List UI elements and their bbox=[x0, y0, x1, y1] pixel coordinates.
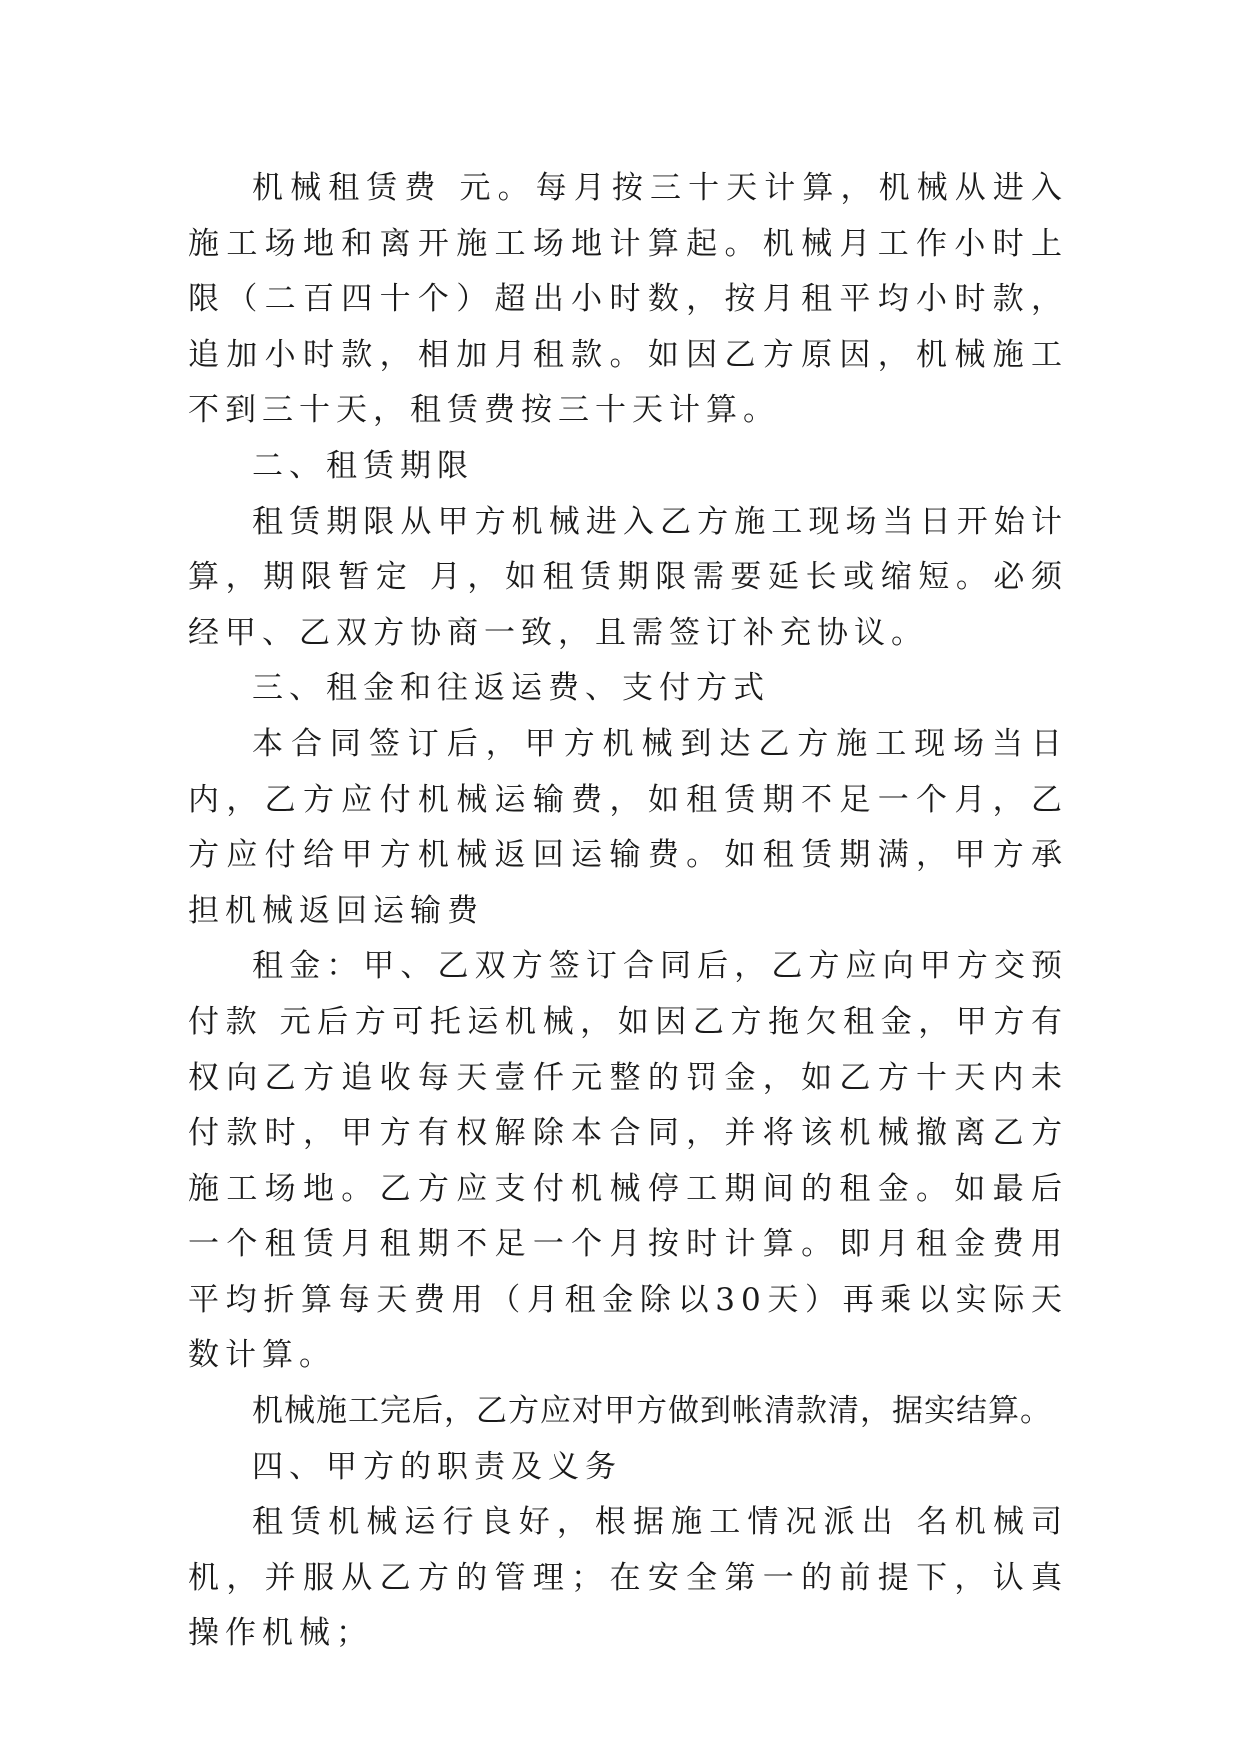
paragraph-rental-fee: 机械租赁费 元。每月按三十天计算，机械从进入施工场地和离开施工场地计算起。机械月工作小时上限（二百四十个）超出小时数，按月租平均小时款，追加小时款，相加月租款。如因乙方原因，机械施工不到三十天，租赁费按三十天计算。 bbox=[188, 170, 1068, 429]
paragraph-transport-fee: 本合同签订后，甲方机械到达乙方施工现场当日内，乙方应付机械运输费，如租赁期不足一个月，乙方应付给甲方机械返回运输费。如租赁期满，甲方承担机械返回运输费 bbox=[188, 725, 1068, 929]
paragraph-settlement: 机械施工完后，乙方应对甲方做到帐清款清，据实结算。 bbox=[252, 1393, 1052, 1430]
contract-body bbox=[188, 161, 1068, 1662]
heading-rental-period: 二、租赁期限 bbox=[252, 447, 474, 484]
heading-rent-and-payment: 三、租金和往返运费、支付方式 bbox=[252, 670, 770, 707]
heading-party-a-duties: 四、甲方的职责及义务 bbox=[252, 1448, 622, 1485]
paragraph-rental-period: 租赁期限从甲方机械进入乙方施工现场当日开始计算，期限暂定 月，如租赁期限需要延长或缩短。必须经甲、乙双方协商一致，且需签订补充协议。 bbox=[188, 503, 1068, 651]
paragraph-rent-terms: 租金：甲、乙双方签订合同后，乙方应向甲方交预付款 元后方可托运机械，如因乙方拖欠租金，甲方有权向乙方追收每天壹仟元整的罚金，如乙方十天内未付款时，甲方有权解除本合同，并将该机械撤离乙方施工场地。乙方应支付机械停工期间的租金。如最后一个租赁月租期不足一个月按时计算。即月租金费用平均折算每天费用（月租金除以30天）再乘以实际天数计算。 bbox=[188, 948, 1068, 1374]
paragraph-party-a-duties: 租赁机械运行良好，根据施工情况派出 名机械司机，并服从乙方的管理；在安全第一的前提下，认真操作机械； bbox=[188, 1504, 1068, 1652]
